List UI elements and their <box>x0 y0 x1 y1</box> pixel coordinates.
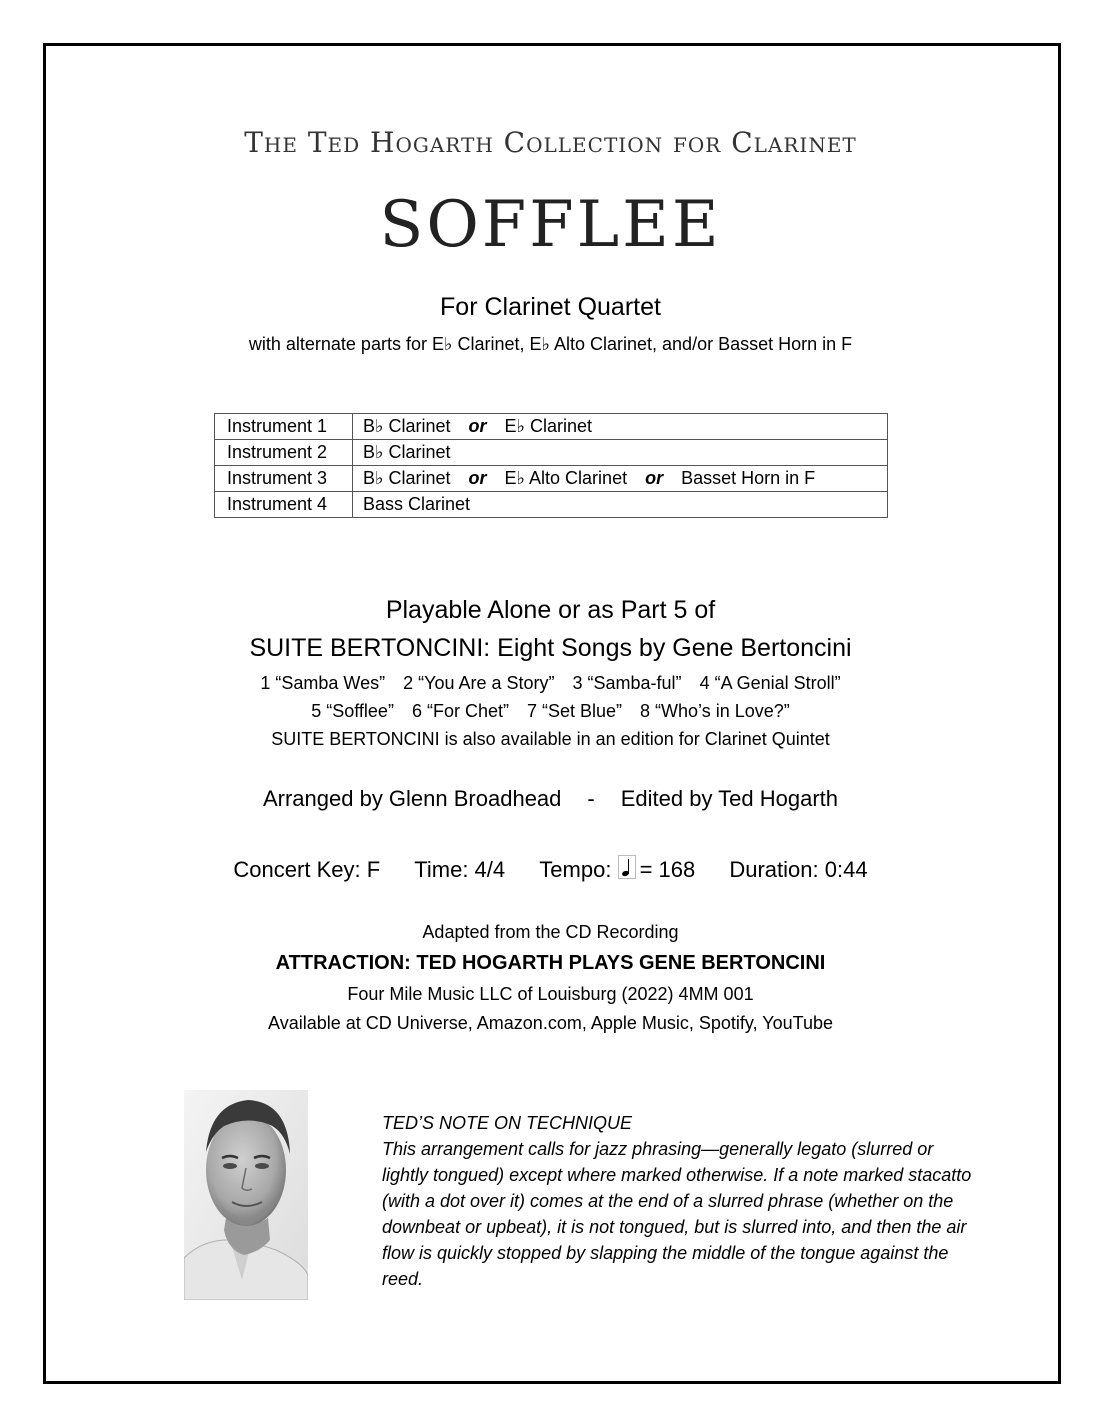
table-row <box>215 492 888 518</box>
suite-title: SUITE BERTONCINI: Eight Songs by Gene Bertoncini <box>249 634 852 662</box>
playable-note: Playable Alone or as Part 5 of <box>385 596 716 624</box>
adapted-note: Adapted from the CD Recording <box>422 922 679 942</box>
record-label: Four Mile Music LLC of Louisburg (2022) 4MM 001 <box>347 984 754 1004</box>
editor-credit: Edited by Ted Hogarth <box>620 786 839 811</box>
availability-note: Available at CD Universe, Amazon.com, Apple Music, Spotify, YouTube <box>268 1013 833 1033</box>
instrument-label: Instrument 4 <box>215 492 353 518</box>
table-row <box>215 440 888 466</box>
piece-info-line <box>0 855 1101 883</box>
instrument-options <box>353 414 888 440</box>
instrument-options <box>353 440 888 466</box>
ensemble-subtitle: For Clarinet Quartet <box>440 293 661 321</box>
instrument-options <box>353 466 888 492</box>
song-list-line-1 <box>0 673 1101 694</box>
table-row <box>215 414 888 440</box>
quarter-note-icon <box>618 855 636 879</box>
technique-note <box>382 1110 982 1292</box>
technique-note-body: This arrangement calls for jazz phrasing—generally legato (slurred or lightly tongued) except where marked otherwise. If a note marked stacatto (with a dot over it) comes at the end of a slurred phrase (whether on the downbeat or upbeat), it is not tongued, but is slurred into, and then the air flow is quickly stopped by slapping the middle of the tongue against the reed. <box>382 1139 972 1289</box>
song-title: 2 “You Are a Story” <box>403 673 555 693</box>
duration: Duration: 0:44 <box>729 857 868 882</box>
instrument-label: Instrument 2 <box>215 440 353 466</box>
song-title: 3 “Samba-ful” <box>572 673 682 693</box>
concert-key: Concert Key: F <box>233 857 381 882</box>
instrument-option: E♭ Clarinet <box>504 416 593 436</box>
alternate-parts-note: with alternate parts for E♭ Clarinet, E♭ Alto Clarinet, and/or Basset Horn in F <box>248 334 853 354</box>
arranger-credit: Arranged by Glenn Broadhead <box>262 786 562 811</box>
technique-note-heading: TED’S NOTE ON TECHNIQUE <box>382 1113 633 1133</box>
instrument-option: B♭ Clarinet <box>363 468 451 488</box>
recording-title: ATTRACTION: TED HOGARTH PLAYS GENE BERTONCINI <box>275 952 826 974</box>
song-title: 8 “Who’s in Love?” <box>640 701 790 721</box>
or-label: or <box>468 468 487 488</box>
or-label: or <box>645 468 664 488</box>
instrument-label: Instrument 3 <box>215 466 353 492</box>
song-title: 5 “Sofflee” <box>311 701 394 721</box>
instrument-option: B♭ Clarinet <box>363 416 451 436</box>
credits-separator: - <box>587 786 595 811</box>
instrument-option: E♭ Alto Clarinet <box>504 468 628 488</box>
or-label: or <box>468 416 487 436</box>
collection-title: The Ted Hogarth Collection for Clarinet <box>244 126 857 159</box>
ted-hogarth-photo <box>184 1090 308 1300</box>
instrument-option: B♭ Clarinet <box>363 442 451 462</box>
instrument-option: Bass Clarinet <box>363 494 471 514</box>
table-row <box>215 466 888 492</box>
time-signature: Time: 4/4 <box>414 857 506 882</box>
instrument-options <box>353 492 888 518</box>
tempo-label: Tempo: <box>539 857 612 882</box>
song-title: 1 “Samba Wes” <box>260 673 386 693</box>
tempo-value: = 168 <box>639 857 696 882</box>
instrument-option: Basset Horn in F <box>681 468 816 488</box>
song-title: 6 “For Chet” <box>411 701 509 721</box>
instrument-table <box>214 413 888 518</box>
instrument-label: Instrument 1 <box>215 414 353 440</box>
credits-line <box>0 786 1101 812</box>
song-title: 7 “Set Blue” <box>526 701 623 721</box>
quintet-edition-note: SUITE BERTONCINI is also available in an edition for Clarinet Quintet <box>271 729 830 749</box>
song-title: 4 “A Genial Stroll” <box>699 673 841 693</box>
song-list-line-2 <box>0 701 1101 722</box>
tempo <box>539 857 701 882</box>
piece-title: SOFFLEE <box>379 188 722 262</box>
